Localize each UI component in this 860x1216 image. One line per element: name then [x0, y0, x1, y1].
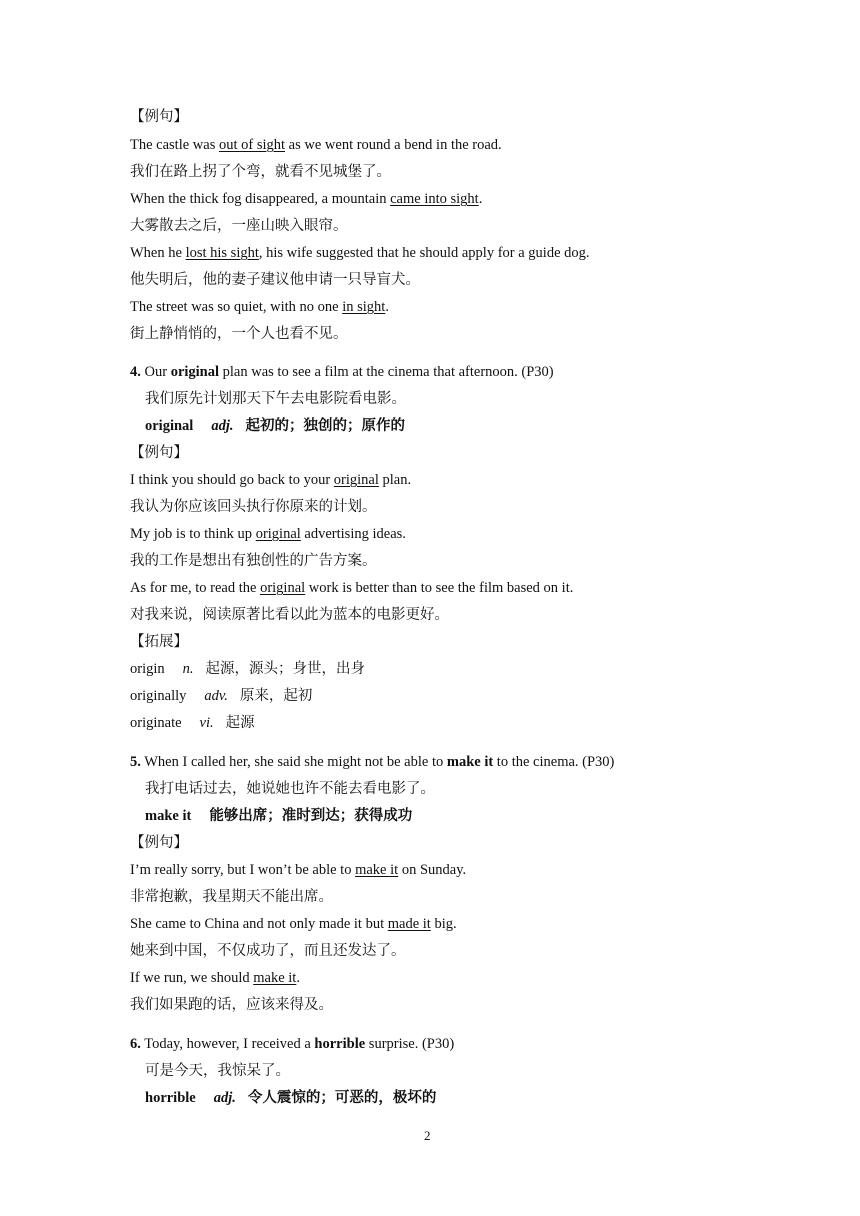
underlined-phrase: make it — [355, 862, 399, 878]
example-sentence: My job is to think up original advertising ideas. — [130, 526, 406, 542]
example-translation: 他失明后，他的妻子建议他申请一只导盲犬。 — [130, 272, 420, 288]
example-translation: 大雾散去之后，一座山映入眼帘。 — [130, 218, 348, 234]
item-6-sentence: 6. Today, however, I received a horrible surprise. (P30) — [130, 1036, 455, 1052]
example-translation: 我的工作是想出有独创性的广告方案。 — [130, 553, 377, 569]
example-translation: 她来到中国，不仅成功了，而且还发达了。 — [130, 943, 406, 959]
example-sentence: When he lost his sight, his wife suggested that he should apply for a guide dog. — [130, 245, 590, 261]
underlined-phrase: lost his sight — [185, 245, 259, 261]
underlined-phrase: in sight — [342, 299, 386, 315]
example-translation: 我们如果跑的话，应该来得及。 — [130, 997, 333, 1013]
example-sentence: If we run, we should make it. — [130, 970, 300, 986]
example-translation: 对我来说，阅读原著比看以此为蓝本的电影更好。 — [130, 607, 449, 623]
extension-item: originally adv. 原来，起初 — [130, 688, 313, 704]
example-sentence: I’m really sorry, but I won’t be able to make it on Sunday. — [130, 862, 467, 878]
item-6-definition: horrible adj. 令人震惊的；可恶的，极坏的 — [145, 1090, 437, 1106]
underlined-phrase: out of sight — [218, 137, 286, 153]
item-4-translation: 我们原先计划那天下午去电影院看电影。 — [145, 391, 406, 407]
example-label: 【例句】 — [130, 835, 188, 851]
item-5-translation: 我打电话过去，她说她也许不能去看电影了。 — [145, 781, 435, 797]
example-label: 【例句】 — [130, 109, 188, 125]
example-sentence: She came to China and not only made it but made it big. — [130, 916, 457, 932]
example-translation: 我认为你应该回头执行你原来的计划。 — [130, 499, 377, 515]
page-number: 2 — [424, 1128, 431, 1143]
extension-item: origin n. 起源，源头；身世，出身 — [130, 661, 366, 677]
item-5-definition: make it 能够出席；准时到达；获得成功 — [145, 808, 413, 824]
underlined-phrase: made it — [387, 916, 431, 932]
extension-label: 【拓展】 — [130, 634, 188, 650]
extension-item: originate vi. 起源 — [130, 715, 255, 731]
item-4-definition: original adj. 起初的；独创的；原作的 — [145, 418, 405, 434]
underlined-phrase: original — [255, 526, 301, 542]
underlined-phrase: make it — [253, 970, 297, 986]
example-sentence: When the thick fog disappeared, a mountain came into sight. — [130, 191, 483, 207]
example-sentence: The street was so quiet, with no one in sight. — [130, 299, 389, 315]
underlined-phrase: original — [260, 580, 306, 596]
example-translation: 街上静悄悄的，一个人也看不见。 — [130, 326, 348, 342]
example-sentence: I think you should go back to your original plan. — [130, 472, 412, 488]
example-sentence: As for me, to read the original work is better than to see the film based on it. — [130, 580, 574, 596]
underlined-phrase: original — [333, 472, 379, 488]
item-6-translation: 可是今天，我惊呆了。 — [145, 1063, 290, 1079]
item-4-sentence: 4. Our original plan was to see a film at the cinema that afternoon. (P30) — [130, 364, 554, 380]
underlined-phrase: came into sight — [390, 191, 479, 207]
item-5-sentence: 5. When I called her, she said she might not be able to make it to the cinema. (P30) — [130, 754, 615, 770]
example-label: 【例句】 — [130, 445, 188, 461]
example-sentence: The castle was out of sight as we went round a bend in the road. — [130, 137, 502, 153]
example-translation: 非常抱歉，我星期天不能出席。 — [130, 889, 333, 905]
example-translation: 我们在路上拐了个弯，就看不见城堡了。 — [130, 164, 391, 180]
